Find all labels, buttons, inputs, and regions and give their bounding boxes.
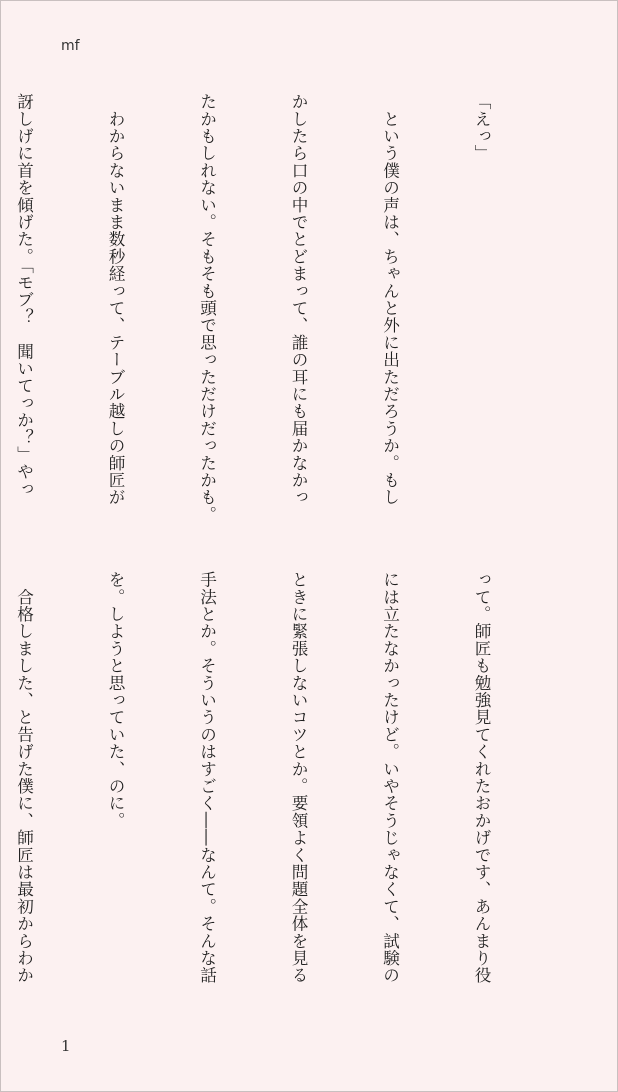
text-line: 訝しげに首を傾げた。「モブ？ 聞いてっか？」やっ [14, 93, 34, 498]
text-line: を。しようと思っていた、のに。 [106, 571, 125, 829]
text-line: 合格しました、と告げた僕に、師匠は最初からわか [14, 571, 34, 984]
lower-text-column [14, 571, 557, 1019]
text-line: かしたら口の中でとどまって、誰の耳にも届かなかっ [289, 93, 308, 506]
text-line: 手法とか。そういうのはすごく――なんて。そんな話 [197, 571, 217, 984]
text-line: って。師匠も勉強見てくれたおかげです、あんまり役 [472, 571, 491, 984]
text-line: という僕の声は、ちゃんと外に出ただろうか。もし [380, 93, 400, 506]
upper-text-column [14, 93, 557, 541]
text-line: 「えっ」 [472, 93, 491, 162]
text-line: には立たなかったけど。いやそうじゃなくて、試験の [380, 571, 400, 984]
page-number: 1 [61, 1037, 71, 1055]
text-line: わからないまま数秒経って、テーブル越しの師匠が [106, 93, 125, 506]
running-header: mf [61, 38, 80, 54]
text-line: ときに緊張しないコツとか。要領よく問題全体を見る [289, 571, 308, 984]
text-line: たかもしれない。そもそも頭で思っただけだったかも。 [197, 93, 217, 523]
